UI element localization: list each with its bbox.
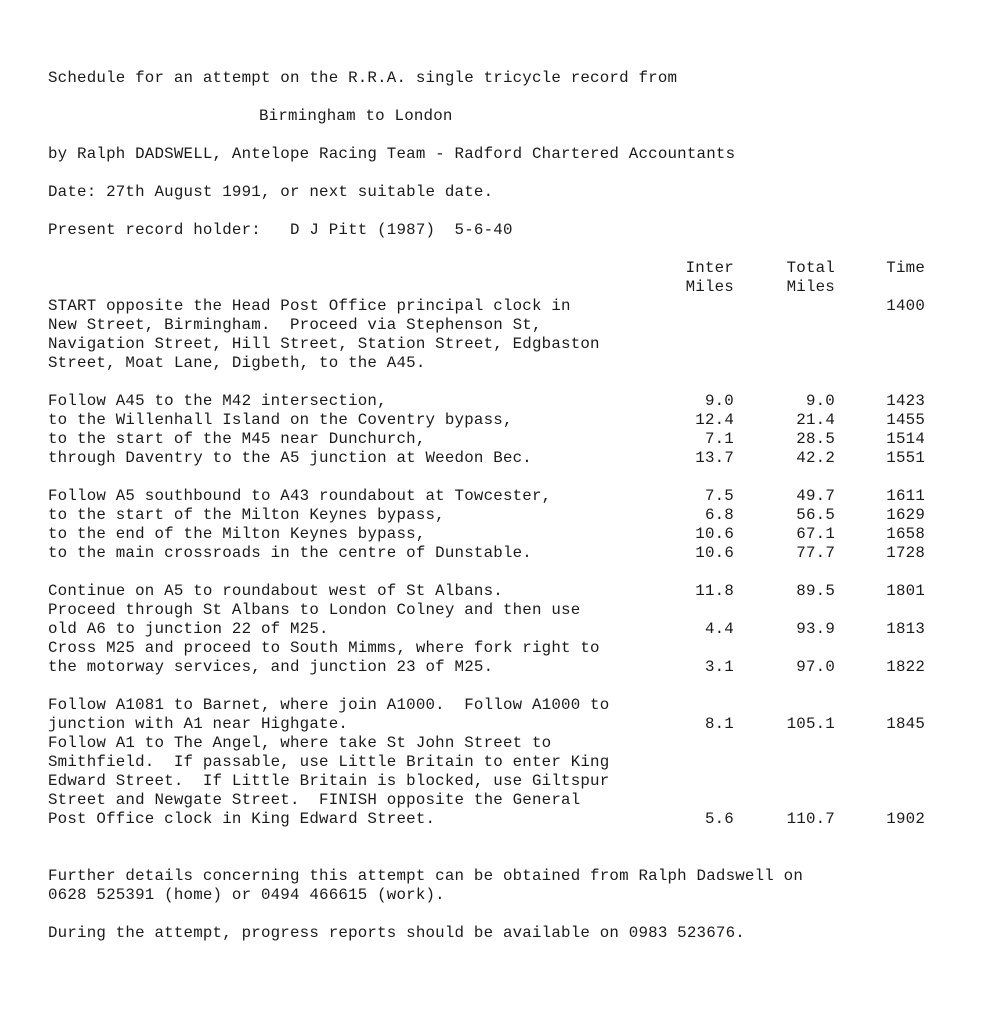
inter-miles-value: 7.1 xyxy=(704,430,734,448)
total-miles-value: 42.2 xyxy=(796,449,835,467)
stage-row xyxy=(48,316,948,335)
details-line-1: Further details concerning this attempt can be obtained from Ralph Dadswell on xyxy=(48,867,804,885)
total-miles-value: 28.5 xyxy=(796,430,835,448)
route-description: old A6 to junction 22 of M25. xyxy=(48,620,329,638)
schedule-document xyxy=(48,69,948,943)
inter-miles-value: 5.6 xyxy=(704,810,734,828)
time-value: 1658 xyxy=(886,525,925,543)
time-value: 1813 xyxy=(886,620,925,638)
route-title: Birmingham to London xyxy=(259,107,453,125)
stage-row xyxy=(48,449,948,468)
route-description: Continue on A5 to roundabout west of St Albans. xyxy=(48,582,503,600)
stage-row xyxy=(48,620,948,639)
time-value: 1551 xyxy=(886,449,925,467)
stage-block xyxy=(48,487,948,563)
time-value: 1423 xyxy=(886,392,925,410)
stage-row xyxy=(48,791,948,810)
time-value: 1514 xyxy=(886,430,925,448)
inter-miles-value: 6.8 xyxy=(704,506,734,524)
time-value: 1902 xyxy=(886,810,925,828)
time-value: 1455 xyxy=(886,411,925,429)
inter-miles-value: 10.6 xyxy=(695,525,734,543)
stage-row xyxy=(48,753,948,772)
stage-row xyxy=(48,392,948,411)
stage-row xyxy=(48,487,948,506)
stage-row xyxy=(48,658,948,677)
stage-block xyxy=(48,696,948,829)
total-miles-value: 49.7 xyxy=(796,487,835,505)
route-description: Street and Newgate Street. FINISH opposite the General xyxy=(48,791,581,809)
time-value: 1728 xyxy=(886,544,925,562)
time-value: 1611 xyxy=(886,487,925,505)
route-description: Edward Street. If Little Britain is blocked, use Giltspur xyxy=(48,772,610,790)
time-value: 1400 xyxy=(886,297,925,315)
stage-block xyxy=(48,582,948,677)
total-miles-header-1: Total xyxy=(786,259,835,277)
route-description: the motorway services, and junction 23 of M25. xyxy=(48,658,494,676)
inter-miles-value: 12.4 xyxy=(695,411,734,429)
stage-row xyxy=(48,297,948,316)
route-description: Proceed through St Albans to London Colney and then use xyxy=(48,601,581,619)
route-description: Post Office clock in King Edward Street. xyxy=(48,810,436,828)
route-description: Follow A1081 to Barnet, where join A1000. Follow A1000 to xyxy=(48,696,610,714)
inter-miles-header-1: Inter xyxy=(685,259,734,277)
column-header-row-2 xyxy=(48,278,948,297)
time-value: 1845 xyxy=(886,715,925,733)
inter-miles-value: 7.5 xyxy=(704,487,734,505)
route-description: through Daventry to the A5 junction at Weedon Bec. xyxy=(48,449,532,467)
progress-line: During the attempt, progress reports should be available on 0983 523676. xyxy=(48,924,745,942)
route-description: START opposite the Head Post Office principal clock in xyxy=(48,297,571,315)
route-description: to the end of the Milton Keynes bypass, xyxy=(48,525,426,543)
stage-row xyxy=(48,430,948,449)
route-description: Navigation Street, Hill Street, Station Street, Edgbaston xyxy=(48,335,600,353)
route-description: Cross M25 and proceed to South Mimms, where fork right to xyxy=(48,639,600,657)
stage-row xyxy=(48,544,948,563)
inter-miles-value: 11.8 xyxy=(695,582,734,600)
total-miles-value: 97.0 xyxy=(796,658,835,676)
stage-row xyxy=(48,525,948,544)
total-miles-value: 21.4 xyxy=(796,411,835,429)
stage-row xyxy=(48,354,948,373)
stage-row xyxy=(48,582,948,601)
time-value: 1822 xyxy=(886,658,925,676)
stage-block xyxy=(48,297,948,373)
stage-row xyxy=(48,734,948,753)
time-value: 1629 xyxy=(886,506,925,524)
route-description: Street, Moat Lane, Digbeth, to the A45. xyxy=(48,354,426,372)
route-description: to the main crossroads in the centre of Dunstable. xyxy=(48,544,532,562)
time-value: 1801 xyxy=(886,582,925,600)
inter-miles-value: 10.6 xyxy=(695,544,734,562)
total-miles-value: 77.7 xyxy=(796,544,835,562)
stage-row xyxy=(48,601,948,620)
total-miles-header-2: Miles xyxy=(786,278,835,296)
inter-miles-value: 13.7 xyxy=(695,449,734,467)
stage-row xyxy=(48,810,948,829)
stage-row xyxy=(48,772,948,791)
inter-miles-value: 8.1 xyxy=(704,715,734,733)
total-miles-value: 56.5 xyxy=(796,506,835,524)
record-holder-line: Present record holder: D J Pitt (1987) 5-6-40 xyxy=(48,221,513,239)
title-line: Schedule for an attempt on the R.R.A. single tricycle record from xyxy=(48,69,678,87)
route-stages xyxy=(48,297,948,829)
route-description: to the start of the M45 near Dunchurch, xyxy=(48,430,426,448)
column-header-row-1 xyxy=(48,259,948,278)
total-miles-value: 110.7 xyxy=(786,810,835,828)
route-description: Follow A5 southbound to A43 roundabout at Towcester, xyxy=(48,487,552,505)
inter-miles-header-2: Miles xyxy=(685,278,734,296)
route-description: junction with A1 near Highgate. xyxy=(48,715,349,733)
route-description: New Street, Birmingham. Proceed via Stephenson St, xyxy=(48,316,542,334)
time-header: Time xyxy=(886,259,925,277)
stage-row xyxy=(48,715,948,734)
route-description: Follow A1 to The Angel, where take St John Street to xyxy=(48,734,552,752)
route-description: to the start of the Milton Keynes bypass, xyxy=(48,506,445,524)
stage-row xyxy=(48,411,948,430)
inter-miles-value: 4.4 xyxy=(704,620,734,638)
route-description: Smithfield. If passable, use Little Britain to enter King xyxy=(48,753,610,771)
details-line-2: 0628 525391 (home) or 0494 466615 (work). xyxy=(48,886,445,904)
stage-row xyxy=(48,506,948,525)
stage-row xyxy=(48,335,948,354)
total-miles-value: 9.0 xyxy=(805,392,835,410)
route-description: Follow A45 to the M42 intersection, xyxy=(48,392,387,410)
total-miles-value: 67.1 xyxy=(796,525,835,543)
stage-row xyxy=(48,696,948,715)
inter-miles-value: 9.0 xyxy=(704,392,734,410)
total-miles-value: 89.5 xyxy=(796,582,835,600)
stage-block xyxy=(48,392,948,468)
route-description: to the Willenhall Island on the Coventry bypass, xyxy=(48,411,513,429)
inter-miles-value: 3.1 xyxy=(704,658,734,676)
total-miles-value: 93.9 xyxy=(796,620,835,638)
total-miles-value: 105.1 xyxy=(786,715,835,733)
date-line: Date: 27th August 1991, or next suitable date. xyxy=(48,183,494,201)
stage-row xyxy=(48,639,948,658)
rider-line: by Ralph DADSWELL, Antelope Racing Team - Radford Chartered Accountants xyxy=(48,145,736,163)
